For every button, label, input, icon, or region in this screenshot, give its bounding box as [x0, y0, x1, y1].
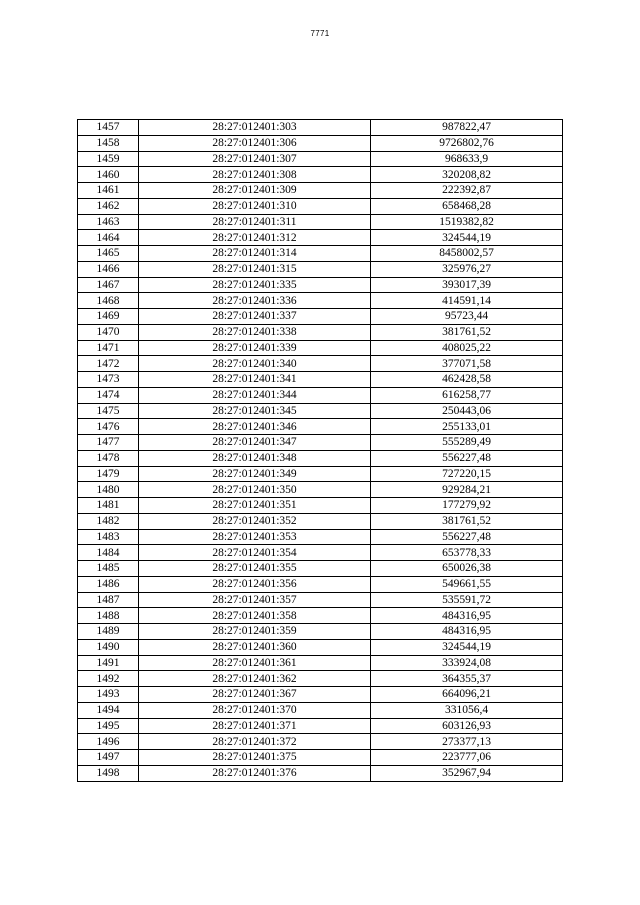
- row-number-cell: 1488: [78, 608, 139, 624]
- row-number-cell: 1463: [78, 214, 139, 230]
- table-row: [78, 624, 563, 640]
- table-row: [78, 372, 563, 388]
- row-number-cell: 1487: [78, 592, 139, 608]
- row-number-cell: 1458: [78, 135, 139, 151]
- table-row: [78, 435, 563, 451]
- row-number-cell: 1461: [78, 183, 139, 199]
- cadastral-number-cell: 28:27:012401:312: [139, 230, 371, 246]
- cadastral-value-cell: 549661,55: [371, 576, 563, 592]
- cadastral-value-cell: 1519382,82: [371, 214, 563, 230]
- row-number-cell: 1481: [78, 498, 139, 514]
- table-row: [78, 639, 563, 655]
- cadastral-number-cell: 28:27:012401:346: [139, 419, 371, 435]
- cadastral-number-cell: 28:27:012401:347: [139, 435, 371, 451]
- row-number-cell: 1478: [78, 450, 139, 466]
- cadastral-value-cell: 653778,33: [371, 545, 563, 561]
- cadastral-number-cell: 28:27:012401:358: [139, 608, 371, 624]
- row-number-cell: 1457: [78, 120, 139, 136]
- table-row: [78, 450, 563, 466]
- row-number-cell: 1464: [78, 230, 139, 246]
- table-row: [78, 151, 563, 167]
- cadastral-value-cell: 352967,94: [371, 765, 563, 781]
- row-number-cell: 1486: [78, 576, 139, 592]
- table-row: [78, 293, 563, 309]
- row-number-cell: 1482: [78, 513, 139, 529]
- cadastral-number-cell: 28:27:012401:311: [139, 214, 371, 230]
- page-number: 7771: [310, 29, 330, 38]
- table-row: [78, 198, 563, 214]
- row-number-cell: 1465: [78, 246, 139, 262]
- row-number-cell: 1467: [78, 277, 139, 293]
- cadastral-value-cell: 223777,06: [371, 750, 563, 766]
- table-row: [78, 702, 563, 718]
- table-row: [78, 592, 563, 608]
- cadastral-value-table: [77, 119, 563, 782]
- cadastral-value-cell: 222392,87: [371, 183, 563, 199]
- table-row: [78, 718, 563, 734]
- cadastral-value-cell: 273377,13: [371, 734, 563, 750]
- cadastral-number-cell: 28:27:012401:314: [139, 246, 371, 262]
- row-number-cell: 1472: [78, 356, 139, 372]
- cadastral-number-cell: 28:27:012401:361: [139, 655, 371, 671]
- cadastral-number-cell: 28:27:012401:310: [139, 198, 371, 214]
- table-row: [78, 387, 563, 403]
- row-number-cell: 1475: [78, 403, 139, 419]
- cadastral-number-cell: 28:27:012401:337: [139, 309, 371, 325]
- cadastral-value-cell: 408025,22: [371, 340, 563, 356]
- cadastral-number-cell: 28:27:012401:345: [139, 403, 371, 419]
- cadastral-number-cell: 28:27:012401:359: [139, 624, 371, 640]
- cadastral-number-cell: 28:27:012401:336: [139, 293, 371, 309]
- table-row: [78, 671, 563, 687]
- table-row: [78, 655, 563, 671]
- cadastral-value-cell: 535591,72: [371, 592, 563, 608]
- cadastral-number-cell: 28:27:012401:303: [139, 120, 371, 136]
- table-row: [78, 765, 563, 781]
- row-number-cell: 1485: [78, 561, 139, 577]
- cadastral-number-cell: 28:27:012401:339: [139, 340, 371, 356]
- row-number-cell: 1473: [78, 372, 139, 388]
- cadastral-value-cell: 616258,77: [371, 387, 563, 403]
- cadastral-number-cell: 28:27:012401:309: [139, 183, 371, 199]
- cadastral-number-cell: 28:27:012401:350: [139, 482, 371, 498]
- table-row: [78, 561, 563, 577]
- table-body: [78, 120, 563, 782]
- table-row: [78, 576, 563, 592]
- cadastral-number-cell: 28:27:012401:341: [139, 372, 371, 388]
- row-number-cell: 1498: [78, 765, 139, 781]
- table-row: [78, 120, 563, 136]
- cadastral-value-cell: 255133,01: [371, 419, 563, 435]
- cadastral-value-cell: 250443,06: [371, 403, 563, 419]
- table-row: [78, 356, 563, 372]
- cadastral-value-cell: 331056,4: [371, 702, 563, 718]
- row-number-cell: 1459: [78, 151, 139, 167]
- cadastral-number-cell: 28:27:012401:371: [139, 718, 371, 734]
- cadastral-value-cell: 929284,21: [371, 482, 563, 498]
- row-number-cell: 1480: [78, 482, 139, 498]
- row-number-cell: 1493: [78, 687, 139, 703]
- table-row: [78, 340, 563, 356]
- table-row: [78, 419, 563, 435]
- row-number-cell: 1460: [78, 167, 139, 183]
- cadastral-value-cell: 320208,82: [371, 167, 563, 183]
- table-row: [78, 750, 563, 766]
- table-row: [78, 482, 563, 498]
- cadastral-value-cell: 968633,9: [371, 151, 563, 167]
- cadastral-number-cell: 28:27:012401:362: [139, 671, 371, 687]
- cadastral-value-cell: 987822,47: [371, 120, 563, 136]
- cadastral-value-cell: 177279,92: [371, 498, 563, 514]
- row-number-cell: 1492: [78, 671, 139, 687]
- row-number-cell: 1477: [78, 435, 139, 451]
- cadastral-number-cell: 28:27:012401:338: [139, 324, 371, 340]
- row-number-cell: 1491: [78, 655, 139, 671]
- table-row: [78, 277, 563, 293]
- row-number-cell: 1497: [78, 750, 139, 766]
- cadastral-number-cell: 28:27:012401:372: [139, 734, 371, 750]
- row-number-cell: 1470: [78, 324, 139, 340]
- row-number-cell: 1479: [78, 466, 139, 482]
- cadastral-value-cell: 9726802,76: [371, 135, 563, 151]
- cadastral-number-cell: 28:27:012401:315: [139, 261, 371, 277]
- cadastral-value-cell: 664096,21: [371, 687, 563, 703]
- cadastral-value-cell: 364355,37: [371, 671, 563, 687]
- row-number-cell: 1483: [78, 529, 139, 545]
- table-row: [78, 529, 563, 545]
- row-number-cell: 1474: [78, 387, 139, 403]
- table-row: [78, 167, 563, 183]
- cadastral-number-cell: 28:27:012401:376: [139, 765, 371, 781]
- cadastral-value-cell: 556227,48: [371, 529, 563, 545]
- cadastral-number-cell: 28:27:012401:335: [139, 277, 371, 293]
- table-row: [78, 734, 563, 750]
- cadastral-number-cell: 28:27:012401:367: [139, 687, 371, 703]
- table-row: [78, 403, 563, 419]
- table-row: [78, 230, 563, 246]
- row-number-cell: 1462: [78, 198, 139, 214]
- row-number-cell: 1489: [78, 624, 139, 640]
- cadastral-value-cell: 556227,48: [371, 450, 563, 466]
- row-number-cell: 1471: [78, 340, 139, 356]
- table-row: [78, 261, 563, 277]
- table-row: [78, 498, 563, 514]
- cadastral-number-cell: 28:27:012401:370: [139, 702, 371, 718]
- cadastral-value-cell: 381761,52: [371, 513, 563, 529]
- cadastral-value-cell: 381761,52: [371, 324, 563, 340]
- row-number-cell: 1496: [78, 734, 139, 750]
- cadastral-number-cell: 28:27:012401:360: [139, 639, 371, 655]
- row-number-cell: 1494: [78, 702, 139, 718]
- cadastral-value-cell: 658468,28: [371, 198, 563, 214]
- row-number-cell: 1466: [78, 261, 139, 277]
- cadastral-number-cell: 28:27:012401:353: [139, 529, 371, 545]
- cadastral-number-cell: 28:27:012401:349: [139, 466, 371, 482]
- row-number-cell: 1484: [78, 545, 139, 561]
- cadastral-value-cell: 603126,93: [371, 718, 563, 734]
- cadastral-value-cell: 650026,38: [371, 561, 563, 577]
- table-row: [78, 324, 563, 340]
- cadastral-number-cell: 28:27:012401:306: [139, 135, 371, 151]
- row-number-cell: 1495: [78, 718, 139, 734]
- row-number-cell: 1476: [78, 419, 139, 435]
- table-row: [78, 466, 563, 482]
- cadastral-number-cell: 28:27:012401:351: [139, 498, 371, 514]
- cadastral-value-cell: 324544,19: [371, 639, 563, 655]
- cadastral-number-cell: 28:27:012401:307: [139, 151, 371, 167]
- row-number-cell: 1468: [78, 293, 139, 309]
- cadastral-value-cell: 324544,19: [371, 230, 563, 246]
- table-row: [78, 687, 563, 703]
- table-row: [78, 246, 563, 262]
- table-row: [78, 214, 563, 230]
- cadastral-number-cell: 28:27:012401:375: [139, 750, 371, 766]
- cadastral-number-cell: 28:27:012401:344: [139, 387, 371, 403]
- cadastral-number-cell: 28:27:012401:357: [139, 592, 371, 608]
- cadastral-value-cell: 727220,15: [371, 466, 563, 482]
- table-row: [78, 513, 563, 529]
- cadastral-value-cell: 393017,39: [371, 277, 563, 293]
- cadastral-value-cell: 462428,58: [371, 372, 563, 388]
- table-row: [78, 608, 563, 624]
- cadastral-value-cell: 414591,14: [371, 293, 563, 309]
- cadastral-value-cell: 95723,44: [371, 309, 563, 325]
- table-row: [78, 183, 563, 199]
- cadastral-value-cell: 484316,95: [371, 608, 563, 624]
- cadastral-number-cell: 28:27:012401:354: [139, 545, 371, 561]
- cadastral-value-cell: 377071,58: [371, 356, 563, 372]
- cadastral-value-cell: 333924,08: [371, 655, 563, 671]
- cadastral-number-cell: 28:27:012401:340: [139, 356, 371, 372]
- cadastral-value-cell: 555289,49: [371, 435, 563, 451]
- table-row: [78, 135, 563, 151]
- cadastral-value-cell: 325976,27: [371, 261, 563, 277]
- cadastral-number-cell: 28:27:012401:355: [139, 561, 371, 577]
- cadastral-number-cell: 28:27:012401:348: [139, 450, 371, 466]
- cadastral-number-cell: 28:27:012401:352: [139, 513, 371, 529]
- table-row: [78, 545, 563, 561]
- table-row: [78, 309, 563, 325]
- row-number-cell: 1490: [78, 639, 139, 655]
- cadastral-value-cell: 484316,95: [371, 624, 563, 640]
- row-number-cell: 1469: [78, 309, 139, 325]
- cadastral-value-cell: 8458002,57: [371, 246, 563, 262]
- cadastral-number-cell: 28:27:012401:308: [139, 167, 371, 183]
- cadastral-number-cell: 28:27:012401:356: [139, 576, 371, 592]
